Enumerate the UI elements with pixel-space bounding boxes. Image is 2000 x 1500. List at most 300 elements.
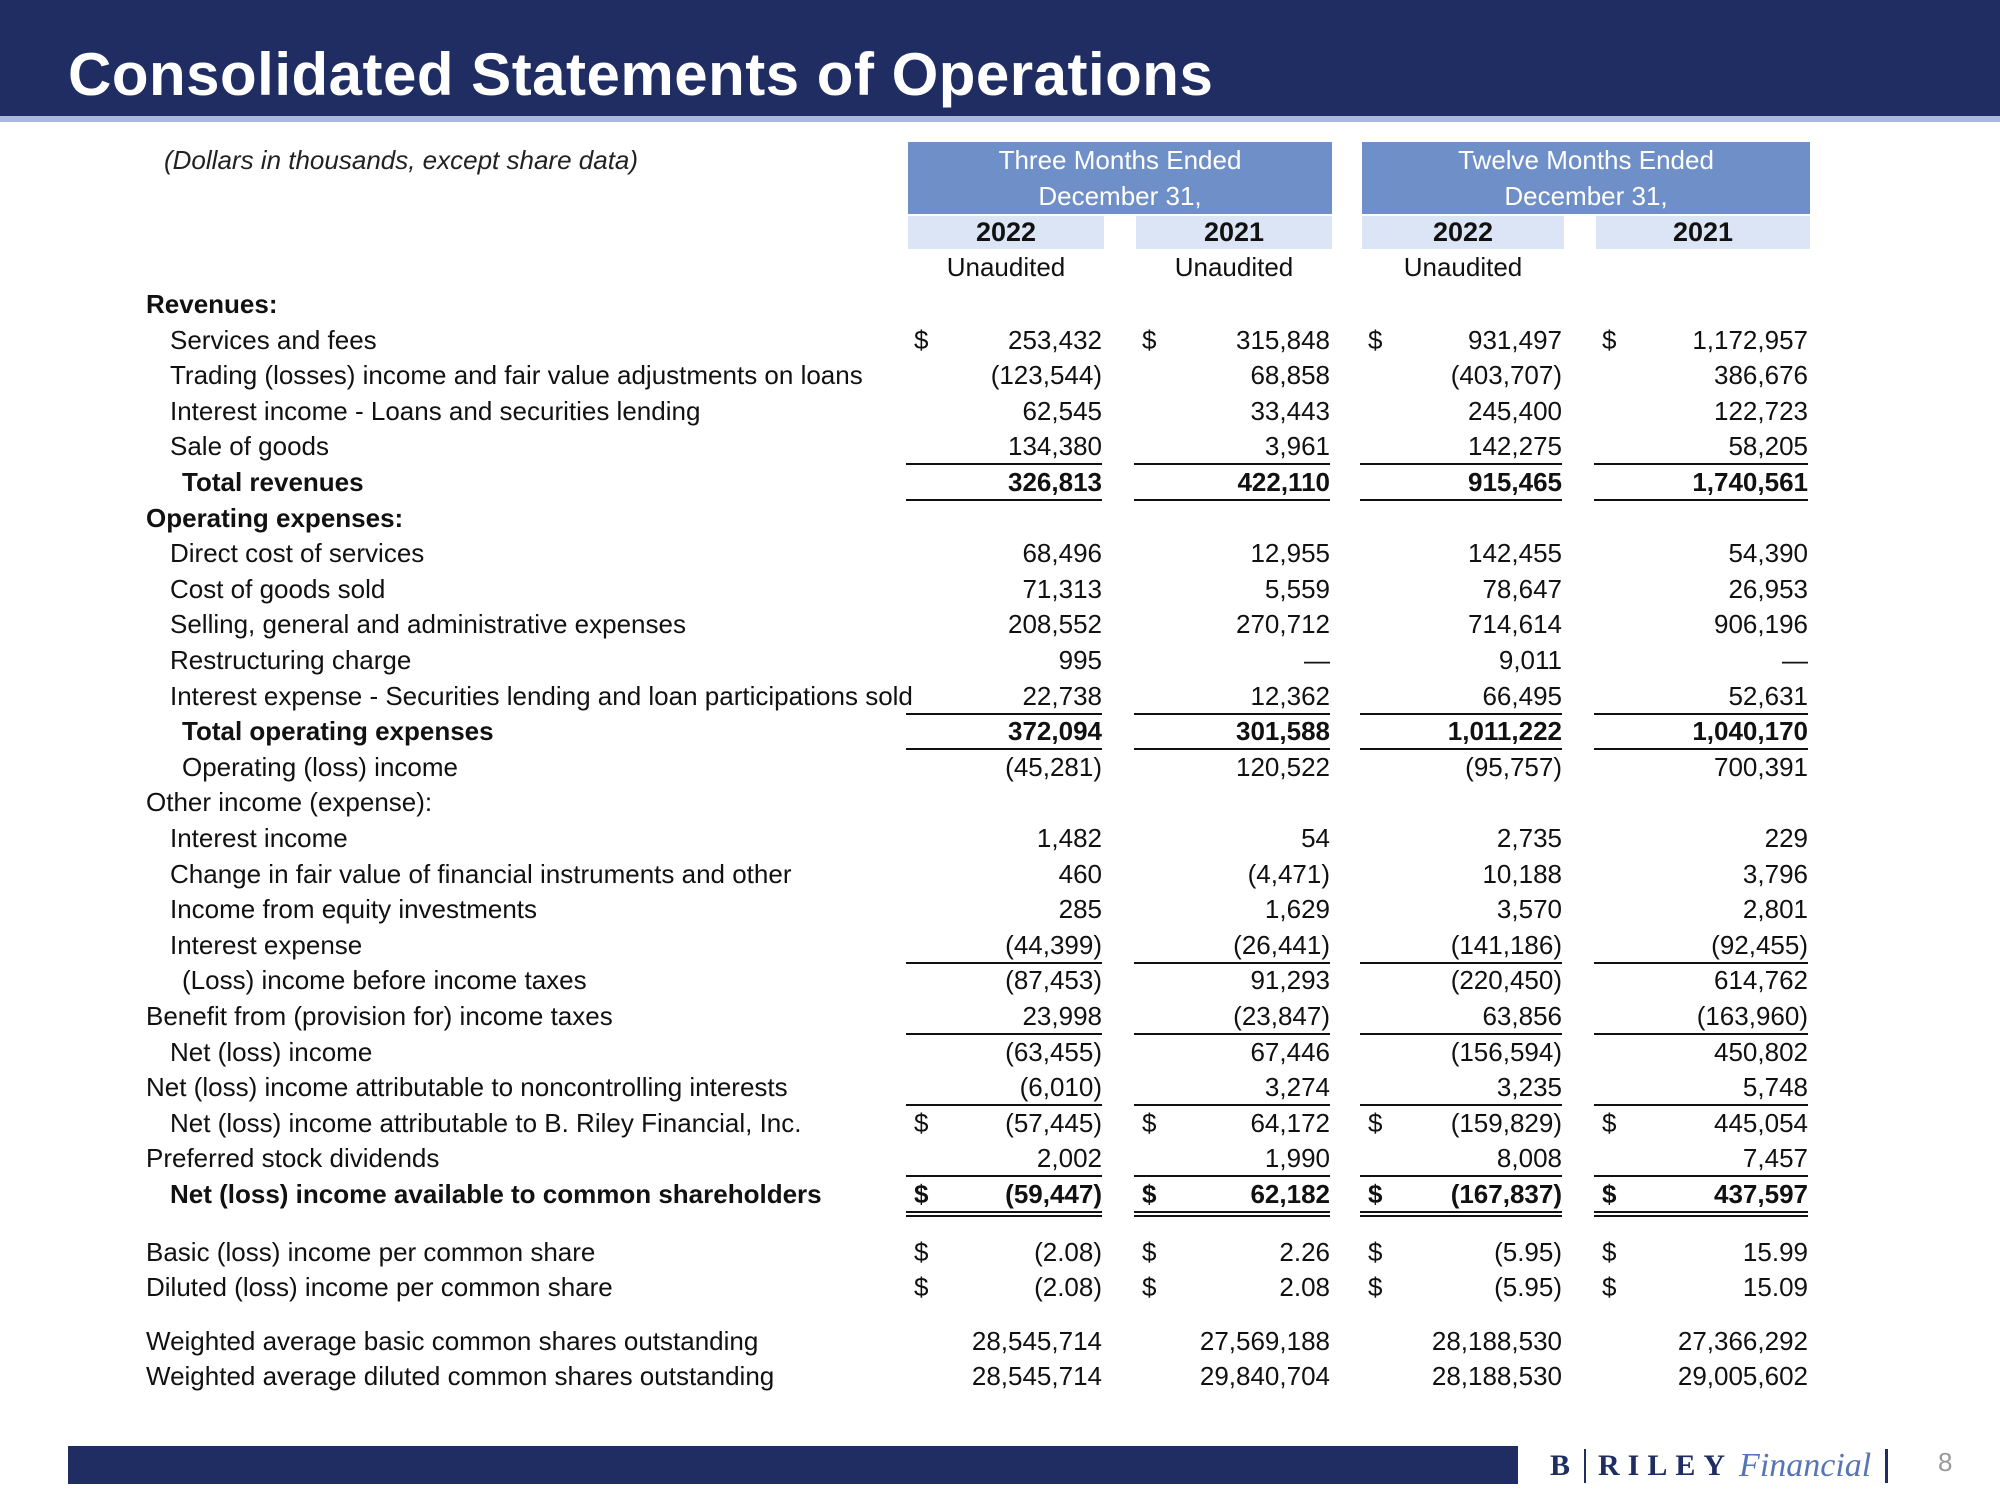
value-cell [1594, 892, 1808, 926]
row-label: Sale of goods [170, 431, 330, 461]
row-label: Revenues: [146, 289, 278, 319]
cell-value: (4,471) [1247, 859, 1330, 889]
cell-value: 63,856 [1482, 1001, 1562, 1031]
header-bar [0, 0, 2000, 122]
cell-value: 68,496 [1022, 538, 1102, 568]
row-label: Basic (loss) income per common share [146, 1237, 596, 1267]
row-label: Operating (loss) income [182, 752, 458, 782]
row-label: Net (loss) income attributable to B. Riley Financial, Inc. [170, 1108, 802, 1138]
value-cell [1594, 928, 1808, 964]
value-cell [1360, 714, 1562, 750]
table-row [0, 323, 2000, 357]
value-cell [1594, 857, 1808, 891]
cell-value: 142,455 [1468, 538, 1562, 568]
table-row [0, 1270, 2000, 1304]
value-cell [906, 1359, 1102, 1393]
cell-value: 270,712 [1236, 609, 1330, 639]
value-cell [1134, 1270, 1330, 1304]
cell-value: 52,631 [1728, 681, 1808, 711]
value-cell [906, 607, 1102, 641]
cell-value: 437,597 [1714, 1179, 1808, 1209]
cell-value: 614,762 [1714, 965, 1808, 995]
value-cell [1594, 1035, 1808, 1069]
value-cell [1594, 323, 1808, 357]
currency-symbol: $ [914, 1179, 929, 1209]
row-label: Trading (losses) income and fair value adjustments on loans [170, 360, 863, 390]
value-cell [1360, 928, 1562, 964]
cell-value: 27,366,292 [1677, 1326, 1808, 1356]
value-cell [1360, 679, 1562, 715]
value-cell [1134, 714, 1330, 750]
value-cell [1360, 1177, 1562, 1217]
value-cell [1594, 1141, 1808, 1177]
value-cell [1360, 1235, 1562, 1269]
table-row [0, 1235, 2000, 1269]
row-label: Interest income - Loans and securities lending [170, 396, 701, 426]
cell-value: 229 [1764, 823, 1808, 853]
value-cell [906, 857, 1102, 891]
table-row [0, 501, 2000, 535]
group-line2: December 31, [1038, 181, 1202, 211]
cell-value: 15.09 [1742, 1272, 1808, 1302]
row-label: Net (loss) income [170, 1037, 373, 1067]
value-cell [1360, 1359, 1562, 1393]
row-label: Selling, general and administrative expenses [170, 609, 686, 639]
table-row [0, 750, 2000, 784]
value-cell [1360, 750, 1562, 784]
cell-value: 386,676 [1714, 360, 1808, 390]
cell-value: 23,998 [1022, 1001, 1102, 1031]
table-row [0, 358, 2000, 392]
value-cell [906, 821, 1102, 855]
row-label: Net (loss) income available to common shareholders [170, 1179, 822, 1209]
value-cell [1594, 572, 1808, 606]
cell-value: 54,390 [1728, 538, 1808, 568]
value-cell [1360, 857, 1562, 891]
row-label: Interest expense [170, 930, 363, 960]
cell-value: (95,757) [1465, 752, 1562, 782]
currency-symbol: $ [1368, 1272, 1383, 1302]
table-row [0, 1106, 2000, 1140]
value-cell [906, 323, 1102, 357]
currency-symbol: $ [1368, 325, 1383, 355]
table-row [0, 465, 2000, 499]
value-cell [1594, 536, 1808, 570]
row-label: Change in fair value of financial instruments and other [170, 859, 792, 889]
cell-value: 445,054 [1714, 1108, 1808, 1138]
value-cell [906, 1177, 1102, 1217]
cell-value: (159,829) [1450, 1108, 1562, 1138]
cell-value: 54 [1301, 823, 1330, 853]
value-cell [1594, 358, 1808, 392]
currency-symbol: $ [1368, 1237, 1383, 1267]
cell-value: (2.08) [1034, 1272, 1102, 1302]
cell-value: (123,544) [990, 360, 1102, 390]
cell-value: 2,002 [1036, 1143, 1102, 1173]
value-cell [906, 643, 1102, 677]
year-header: 2022 [1362, 216, 1564, 249]
footer-bar [68, 1446, 1518, 1484]
value-cell [906, 1141, 1102, 1177]
cell-value: 3,570 [1496, 894, 1562, 924]
cell-value: 5,748 [1742, 1072, 1808, 1102]
row-label: Diluted (loss) income per common share [146, 1272, 613, 1302]
table-row [0, 1177, 2000, 1211]
value-cell [1360, 1141, 1562, 1177]
cell-value: 1,740,561 [1692, 467, 1808, 497]
value-cell [1134, 1035, 1330, 1069]
cell-value: 1,172,957 [1692, 325, 1808, 355]
value-cell [1134, 572, 1330, 606]
value-cell [906, 928, 1102, 964]
cell-value: 285 [1058, 894, 1102, 924]
currency-symbol: $ [1142, 325, 1157, 355]
value-cell [1360, 1270, 1562, 1304]
cell-value: 28,188,530 [1431, 1326, 1562, 1356]
group-line2: December 31, [1504, 181, 1668, 211]
currency-symbol: $ [914, 1237, 929, 1267]
cell-value: 26,953 [1728, 574, 1808, 604]
row-label: Weighted average diluted common shares outstanding [146, 1361, 775, 1391]
value-cell [1134, 1235, 1330, 1269]
value-cell [1594, 821, 1808, 855]
cell-value: 2.08 [1279, 1272, 1330, 1302]
cell-value: (23,847) [1233, 1001, 1330, 1031]
cell-value: (403,707) [1450, 360, 1562, 390]
value-cell [1134, 323, 1330, 357]
twelve-months-header [1362, 142, 1810, 214]
row-label: Operating expenses: [146, 503, 404, 533]
value-cell [1360, 323, 1562, 357]
cell-value: (163,960) [1696, 1001, 1808, 1031]
value-cell [1360, 821, 1562, 855]
cell-value: 91,293 [1250, 965, 1330, 995]
cell-value: (167,837) [1450, 1179, 1562, 1209]
value-cell [1134, 892, 1330, 926]
cell-value: 1,011,222 [1447, 716, 1562, 746]
cell-value: 9,011 [1498, 645, 1562, 675]
row-label: Cost of goods sold [170, 574, 386, 604]
cell-value: (44,399) [1005, 930, 1102, 960]
table-row [0, 1035, 2000, 1069]
cell-value: 71,313 [1022, 574, 1102, 604]
value-cell [1134, 607, 1330, 641]
cell-value: 326,813 [1008, 467, 1102, 497]
cell-value: 12,955 [1250, 538, 1330, 568]
cell-value: 78,647 [1482, 574, 1562, 604]
table-row [0, 607, 2000, 641]
currency-symbol: $ [1142, 1179, 1157, 1209]
value-cell [906, 892, 1102, 926]
value-cell [1134, 857, 1330, 891]
cell-value: 29,005,602 [1677, 1361, 1808, 1391]
table-row [0, 928, 2000, 962]
cell-value: 62,545 [1022, 396, 1102, 426]
cell-value: 906,196 [1714, 609, 1808, 639]
row-label: Interest income [170, 823, 348, 853]
cell-value: (5.95) [1494, 1237, 1562, 1267]
value-cell [906, 1035, 1102, 1069]
value-cell [1360, 1324, 1562, 1358]
table-row [0, 1070, 2000, 1104]
value-cell [1134, 429, 1330, 465]
currency-symbol: $ [1368, 1108, 1383, 1138]
row-label: Interest expense - Securities lending and loan participations sold [170, 681, 913, 711]
logo-letter: B [1550, 1449, 1573, 1482]
cell-value: 301,588 [1236, 716, 1330, 746]
cell-value: 62,182 [1250, 1179, 1330, 1209]
table-row [0, 643, 2000, 677]
cell-value: 64,172 [1250, 1108, 1330, 1138]
currency-symbol: $ [1602, 1237, 1617, 1267]
row-label: Total revenues [182, 467, 364, 497]
cell-value: 253,432 [1008, 325, 1102, 355]
value-cell [1360, 429, 1562, 465]
value-cell [906, 394, 1102, 428]
cell-value: 66,495 [1482, 681, 1562, 711]
table-row [0, 287, 2000, 321]
row-label: (Loss) income before income taxes [182, 965, 587, 995]
cell-value: (141,186) [1450, 930, 1562, 960]
value-cell [1360, 1070, 1562, 1106]
currency-symbol: $ [914, 1272, 929, 1302]
table-row [0, 785, 2000, 819]
logo-financial: Financial [1739, 1447, 1872, 1484]
cell-value: 142,275 [1468, 431, 1562, 461]
value-cell [1594, 465, 1808, 501]
currency-symbol: $ [914, 325, 929, 355]
currency-symbol: $ [1602, 325, 1617, 355]
value-cell [1594, 714, 1808, 750]
year-header: 2022 [908, 216, 1104, 249]
cell-value: 995 [1058, 645, 1102, 675]
cell-value: 12,362 [1250, 681, 1330, 711]
cell-value: 714,614 [1468, 609, 1562, 639]
value-cell [1360, 999, 1562, 1035]
cell-value: 134,380 [1008, 431, 1102, 461]
cell-value: 67,446 [1250, 1037, 1330, 1067]
audit-status: Unaudited [1174, 252, 1294, 282]
cell-value: 1,629 [1264, 894, 1330, 924]
cell-value: 2.26 [1279, 1237, 1330, 1267]
table-row [0, 1141, 2000, 1175]
table-row [0, 963, 2000, 997]
value-cell [1360, 607, 1562, 641]
value-cell [1594, 963, 1808, 997]
cell-value: (87,453) [1005, 965, 1102, 995]
row-label: Weighted average basic common shares outstanding [146, 1326, 759, 1356]
cell-value: 1,040,170 [1692, 716, 1808, 746]
currency-symbol: $ [1368, 1179, 1383, 1209]
value-cell [906, 358, 1102, 392]
table-row [0, 1324, 2000, 1358]
logo-name: RILEY [1598, 1449, 1734, 1482]
table-row [0, 999, 2000, 1033]
cell-value: 3,235 [1496, 1072, 1562, 1102]
value-cell [1134, 999, 1330, 1035]
cell-value: 3,796 [1742, 859, 1808, 889]
value-cell [1134, 1177, 1330, 1217]
value-cell [1594, 1359, 1808, 1393]
cell-value: (220,450) [1450, 965, 1562, 995]
cell-value: 29,840,704 [1199, 1361, 1330, 1391]
cell-value: 915,465 [1468, 467, 1562, 497]
value-cell [1360, 892, 1562, 926]
table-row [0, 892, 2000, 926]
value-cell [1134, 1359, 1330, 1393]
value-cell [1134, 1106, 1330, 1140]
cell-value: (92,455) [1711, 930, 1808, 960]
value-cell [906, 1106, 1102, 1140]
cell-value: 28,188,530 [1431, 1361, 1562, 1391]
row-label: Income from equity investments [170, 894, 538, 924]
cell-value: 22,738 [1022, 681, 1102, 711]
row-label: Benefit from (provision for) income taxes [146, 1001, 613, 1031]
value-cell [1134, 1070, 1330, 1106]
value-cell [1360, 1035, 1562, 1069]
year-header: 2021 [1596, 216, 1810, 249]
table-row [0, 714, 2000, 748]
value-cell [906, 536, 1102, 570]
table-row [0, 394, 2000, 428]
cell-value: — [1782, 645, 1808, 675]
table-row [0, 821, 2000, 855]
table-row [0, 429, 2000, 463]
cell-value: 120,522 [1236, 752, 1330, 782]
value-cell [1134, 750, 1330, 784]
value-cell [1360, 643, 1562, 677]
cell-value: 208,552 [1008, 609, 1102, 639]
value-cell [1594, 1270, 1808, 1304]
value-cell [1594, 1106, 1808, 1140]
value-cell [1134, 928, 1330, 964]
cell-value: 27,569,188 [1199, 1326, 1330, 1356]
company-logo [1550, 1444, 1888, 1488]
cell-value: (59,447) [1005, 1179, 1102, 1209]
row-label: Other income (expense): [146, 787, 433, 817]
cell-value: 28,545,714 [971, 1361, 1102, 1391]
group-line1: Three Months Ended [998, 145, 1242, 175]
cell-value: (45,281) [1005, 752, 1102, 782]
currency-symbol: $ [1602, 1272, 1617, 1302]
value-cell [906, 963, 1102, 997]
currency-symbol: $ [1142, 1108, 1157, 1138]
value-cell [1134, 821, 1330, 855]
row-label: Direct cost of services [170, 538, 425, 568]
value-cell [1134, 465, 1330, 501]
year-header: 2021 [1136, 216, 1332, 249]
value-cell [1594, 1177, 1808, 1217]
cell-value: 931,497 [1468, 325, 1562, 355]
value-cell [1134, 963, 1330, 997]
page-title: Consolidated Statements of Operations [68, 41, 1214, 108]
value-cell [1134, 1324, 1330, 1358]
value-cell [1594, 1070, 1808, 1106]
units-note: (Dollars in thousands, except share data) [164, 145, 639, 175]
value-cell [1360, 394, 1562, 428]
value-cell [1134, 394, 1330, 428]
table-row [0, 679, 2000, 713]
audit-status: Unaudited [1403, 252, 1523, 282]
cell-value: 460 [1058, 859, 1102, 889]
value-cell [1134, 536, 1330, 570]
value-cell [1594, 1324, 1808, 1358]
row-label: Preferred stock dividends [146, 1143, 440, 1173]
value-cell [1134, 1141, 1330, 1177]
cell-value: — [1304, 645, 1330, 675]
audit-status: Unaudited [946, 252, 1066, 282]
value-cell [906, 714, 1102, 750]
cell-value: 10,188 [1482, 859, 1562, 889]
cell-value: 2,735 [1496, 823, 1562, 853]
logo-divider [1584, 1449, 1586, 1483]
row-label: Net (loss) income attributable to noncontrolling interests [146, 1072, 788, 1102]
value-cell [1360, 358, 1562, 392]
value-cell [1594, 679, 1808, 715]
cell-value: (26,441) [1233, 930, 1330, 960]
value-cell [906, 1324, 1102, 1358]
currency-symbol: $ [1602, 1108, 1617, 1138]
value-cell [1594, 999, 1808, 1035]
three-months-header [908, 142, 1332, 214]
cell-value: (2.08) [1034, 1237, 1102, 1267]
value-cell [1594, 643, 1808, 677]
cell-value: 15.99 [1742, 1237, 1808, 1267]
cell-value: 7,457 [1742, 1143, 1808, 1173]
value-cell [1360, 1106, 1562, 1140]
cell-value: 33,443 [1250, 396, 1330, 426]
cell-value: (57,445) [1005, 1108, 1102, 1138]
currency-symbol: $ [1602, 1179, 1617, 1209]
value-cell [1134, 679, 1330, 715]
table-row [0, 536, 2000, 570]
cell-value: 122,723 [1714, 396, 1808, 426]
value-cell [1134, 643, 1330, 677]
currency-symbol: $ [1142, 1237, 1157, 1267]
cell-value: (5.95) [1494, 1272, 1562, 1302]
cell-value: 3,961 [1264, 431, 1330, 461]
value-cell [1360, 465, 1562, 501]
cell-value: (6,010) [1019, 1072, 1102, 1102]
cell-value: 700,391 [1714, 752, 1808, 782]
table-row [0, 857, 2000, 891]
value-cell [906, 679, 1102, 715]
row-label: Total operating expenses [182, 716, 494, 746]
cell-value: 315,848 [1236, 325, 1330, 355]
cell-value: 3,274 [1264, 1072, 1330, 1102]
row-label: Services and fees [170, 325, 377, 355]
value-cell [906, 1270, 1102, 1304]
page-number: 8 [1938, 1447, 1953, 1477]
cell-value: 58,205 [1728, 431, 1808, 461]
cell-value: 1,990 [1264, 1143, 1330, 1173]
currency-symbol: $ [1142, 1272, 1157, 1302]
cell-value: 68,858 [1250, 360, 1330, 390]
logo-bar [1885, 1449, 1888, 1483]
cell-value: 2,801 [1742, 894, 1808, 924]
cell-value: (156,594) [1450, 1037, 1562, 1067]
value-cell [1360, 572, 1562, 606]
value-cell [906, 750, 1102, 784]
cell-value: 8,008 [1496, 1143, 1562, 1173]
value-cell [1594, 1235, 1808, 1269]
cell-value: 422,110 [1237, 467, 1330, 497]
value-cell [1360, 963, 1562, 997]
cell-value: 28,545,714 [971, 1326, 1102, 1356]
value-cell [1594, 429, 1808, 465]
cell-value: (63,455) [1005, 1037, 1102, 1067]
row-label: Restructuring charge [170, 645, 412, 675]
